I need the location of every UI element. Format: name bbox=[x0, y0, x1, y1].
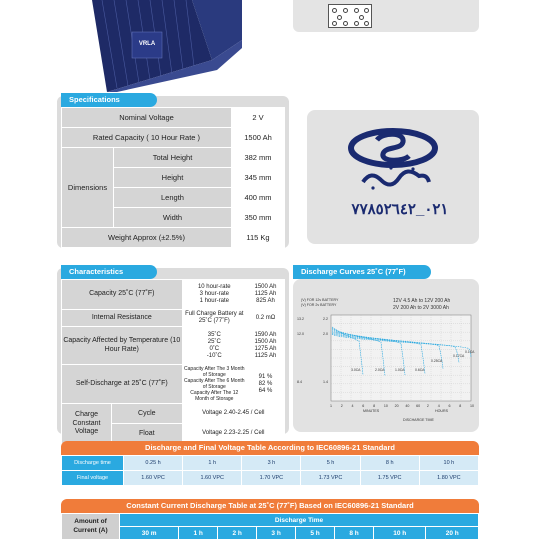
terminal-dot bbox=[364, 8, 369, 13]
time-cell: 0.25 h bbox=[124, 456, 183, 471]
time-cell: 1 h bbox=[183, 456, 242, 471]
x-tick-label: 60 bbox=[416, 404, 421, 408]
table-row bbox=[62, 456, 479, 471]
discharge-time-label: Discharge time bbox=[62, 456, 124, 471]
specifications-title: Specifications bbox=[61, 93, 157, 107]
final-voltage-label: Final voltage bbox=[62, 471, 124, 486]
discharge-curves-title: Discharge Curves 25˚C (77˚F) bbox=[293, 265, 431, 279]
brand-logo-icon bbox=[343, 128, 443, 190]
height-value: 345 mm bbox=[232, 168, 285, 188]
x-tick-label: 4 bbox=[351, 404, 354, 408]
length-value: 400 mm bbox=[232, 188, 285, 208]
width-label: Width bbox=[114, 208, 232, 228]
table-row bbox=[62, 280, 285, 310]
rate-3h-value: 1125 Ah bbox=[254, 290, 277, 297]
left-tick: 8.4 bbox=[297, 380, 302, 384]
table-row bbox=[62, 327, 285, 365]
table-row bbox=[62, 128, 285, 148]
x-tick-label: 40 bbox=[405, 404, 410, 408]
hours-label: HOURS bbox=[435, 409, 448, 413]
dimensions-label: Dimensions bbox=[62, 148, 114, 228]
voltage-cell: 1.60 VPC bbox=[124, 471, 183, 486]
temp-25: 25˚C bbox=[207, 338, 221, 345]
rate-3h: 3 hour-rate bbox=[199, 290, 229, 297]
voltage-table bbox=[61, 455, 479, 486]
terminal-dot bbox=[332, 8, 337, 13]
width-value: 350 mm bbox=[232, 208, 285, 228]
internal-resistance-desc: Full Charge Battery at 25˚C (77˚F) bbox=[182, 310, 246, 327]
left-tick: 13.2 bbox=[297, 317, 304, 321]
col1-label: (V) FOR 12v BATTERY bbox=[301, 298, 339, 302]
temp-35: 35˚C bbox=[207, 331, 221, 338]
rate-10h-value: 1500 Ah bbox=[254, 283, 277, 290]
storage-6-month: Capacity After The 6 Month of Storage bbox=[184, 378, 245, 391]
terminal-diagram bbox=[328, 4, 372, 28]
nominal-voltage-label: Nominal Voltage bbox=[62, 108, 232, 128]
curve-label: 0.17CA bbox=[453, 354, 465, 358]
note-2: 2V 200 Ah to 2V 3000 Ah bbox=[393, 305, 449, 311]
x-axis-title: DISCHARGE TIME bbox=[403, 418, 434, 422]
time-col: 2 h bbox=[218, 527, 257, 540]
battery-image bbox=[92, 0, 242, 92]
float-value: Voltage 2.23-2.25 / Cell bbox=[182, 424, 284, 444]
table-row bbox=[62, 148, 285, 168]
x-tick-label: 10 bbox=[383, 404, 388, 408]
voltage-cell: 1.73 VPC bbox=[301, 471, 360, 486]
length-label: Length bbox=[114, 188, 232, 208]
self-discharge-label: Self-Discharge at 25˚C (77˚F) bbox=[62, 365, 183, 404]
total-height-value: 382 mm bbox=[232, 148, 285, 168]
note-1: 12V 4.5 Ah to 12V 200 Ah bbox=[393, 298, 451, 304]
terminal-layout-panel bbox=[293, 0, 479, 32]
curve-label: 0.1CA bbox=[465, 350, 475, 354]
terminal-dot bbox=[354, 21, 359, 26]
time-cell: 10 h bbox=[419, 456, 478, 471]
table-row bbox=[62, 527, 479, 540]
x-tick-label: 2 bbox=[426, 404, 429, 408]
current-table bbox=[61, 513, 479, 540]
curve-label: 0.6CA bbox=[415, 368, 425, 372]
left-tick: 12.0 bbox=[297, 332, 304, 336]
storage-3-month: Capacity After The 3 Month of Storage bbox=[184, 366, 245, 379]
time-col: 30 m bbox=[120, 527, 179, 540]
total-height-label: Total Height bbox=[114, 148, 232, 168]
x-tick-label: 10 bbox=[470, 404, 474, 408]
curve-xticks bbox=[330, 404, 474, 408]
col2-label: (V) FOR 2v BATTERY bbox=[301, 303, 337, 307]
specifications-table bbox=[61, 107, 285, 248]
battery-label: VRLA bbox=[138, 41, 156, 47]
curve-label: 1.0CA bbox=[395, 368, 405, 372]
curve-label: 3.0CA bbox=[351, 368, 361, 372]
storage-12-month-value: 64 % bbox=[258, 387, 273, 394]
time-col: 8 h bbox=[335, 527, 374, 540]
temp-25-value: 1500 Ah bbox=[254, 338, 277, 345]
nominal-voltage-value: 2 V bbox=[232, 108, 285, 128]
curve-label: 0.25CA bbox=[431, 359, 443, 363]
right-tick: 1.4 bbox=[323, 380, 328, 384]
discharge-curves-chart bbox=[293, 279, 479, 432]
discharge-time-header: Discharge Time bbox=[120, 514, 479, 527]
voltage-cell: 1.75 VPC bbox=[360, 471, 419, 486]
table-row bbox=[62, 108, 285, 128]
x-tick-label: 8 bbox=[373, 404, 376, 408]
time-col: 20 h bbox=[426, 527, 479, 540]
characteristics-title: Characteristics bbox=[61, 265, 157, 279]
table-row bbox=[62, 310, 285, 327]
terminal-dot bbox=[364, 21, 369, 26]
capacity-values bbox=[247, 280, 285, 310]
amount-of-current-label: Amount of Current (A) bbox=[62, 514, 120, 540]
voltage-cell: 1.60 VPC bbox=[183, 471, 242, 486]
internal-resistance-label: Internal Resistance bbox=[62, 310, 183, 327]
curve-grid bbox=[331, 315, 471, 401]
storage-values bbox=[247, 365, 285, 404]
temperature-label: Capacity Affected by Temperature (10 Hour Rate) bbox=[62, 327, 183, 365]
height-label: Height bbox=[114, 168, 232, 188]
time-col: 10 h bbox=[374, 527, 426, 540]
terminal-dot bbox=[343, 21, 348, 26]
temp-minus-10: -10˚C bbox=[206, 353, 222, 360]
right-tick: 2.0 bbox=[323, 332, 328, 336]
curve-label: 2.0CA bbox=[375, 368, 385, 372]
right-tick: 2.2 bbox=[323, 317, 328, 321]
terminal-dot bbox=[343, 8, 348, 13]
current-table-title: Constant Current Discharge Table at 25˚C (77˚F) Based on IEC60896-21 Standard bbox=[61, 499, 479, 513]
weight-label: Weight Approx (±2.5%) bbox=[62, 228, 232, 248]
capacity-rates bbox=[182, 280, 246, 310]
temperature-list bbox=[182, 327, 246, 365]
x-tick-label: 4 bbox=[437, 404, 440, 408]
terminal-dot bbox=[354, 8, 359, 13]
storage-3-month-value: 91 % bbox=[258, 373, 273, 380]
internal-resistance-value: 0.2 mΩ bbox=[247, 310, 285, 327]
charge-label: Charge Constant Voltage bbox=[62, 404, 112, 444]
minutes-label: MINUTES bbox=[363, 409, 380, 413]
rated-capacity-label: Rated Capacity ( 10 Hour Rate ) bbox=[62, 128, 232, 148]
x-tick-label: 6 bbox=[448, 404, 451, 408]
terminal-dot bbox=[332, 21, 337, 26]
temp-minus-10-value: 1125 Ah bbox=[254, 353, 277, 360]
voltage-cell: 1.70 VPC bbox=[242, 471, 301, 486]
rated-capacity-value: 1500 Ah bbox=[232, 128, 285, 148]
table-row bbox=[62, 471, 479, 486]
time-cell: 3 h bbox=[242, 456, 301, 471]
storage-6-month-value: 82 % bbox=[258, 380, 273, 387]
float-label: Float bbox=[112, 424, 183, 444]
table-row bbox=[62, 365, 285, 404]
table-row bbox=[62, 228, 285, 248]
cycle-value: Voltage 2.40-2.45 / Cell bbox=[182, 404, 284, 424]
characteristics-table bbox=[61, 279, 285, 444]
temp-0-value: 1275 Ah bbox=[254, 345, 277, 352]
terminal-dot bbox=[359, 15, 364, 20]
logo-phone-number: ٠٢١_٧٧٨٥٢٦٤٢ bbox=[351, 201, 449, 218]
table-row bbox=[62, 514, 479, 527]
time-cell: 8 h bbox=[360, 456, 419, 471]
capacity-label: Capacity 25˚C (77˚F) bbox=[62, 280, 183, 310]
temp-35-value: 1590 Ah bbox=[254, 331, 277, 338]
cycle-label: Cycle bbox=[112, 404, 183, 424]
time-col: 5 h bbox=[296, 527, 335, 540]
time-col: 1 h bbox=[179, 527, 218, 540]
voltage-table-title: Discharge and Final Voltage Table According to IEC60896-21 Standard bbox=[61, 441, 479, 455]
rate-10h: 10 hour-rate bbox=[197, 283, 231, 290]
terminal-dot bbox=[337, 15, 342, 20]
x-tick-label: 1 bbox=[330, 404, 332, 408]
storage-12-month: Capacity After The 12 Month of Storage bbox=[190, 390, 239, 403]
table-row bbox=[62, 404, 285, 424]
time-col: 3 h bbox=[257, 527, 296, 540]
weight-value: 115 Kg bbox=[232, 228, 285, 248]
x-tick-label: 6 bbox=[362, 404, 365, 408]
temp-0: 0˚C bbox=[209, 345, 220, 352]
voltage-cell: 1.80 VPC bbox=[419, 471, 478, 486]
rate-1h-value: 825 Ah bbox=[256, 298, 275, 305]
x-tick-label: 2 bbox=[340, 404, 343, 408]
rate-1h: 1 hour-rate bbox=[199, 298, 229, 305]
time-cell: 5 h bbox=[301, 456, 360, 471]
x-tick-label: 8 bbox=[459, 404, 462, 408]
temperature-values bbox=[247, 327, 285, 365]
x-tick-label: 20 bbox=[394, 404, 399, 408]
storage-list bbox=[182, 365, 246, 404]
